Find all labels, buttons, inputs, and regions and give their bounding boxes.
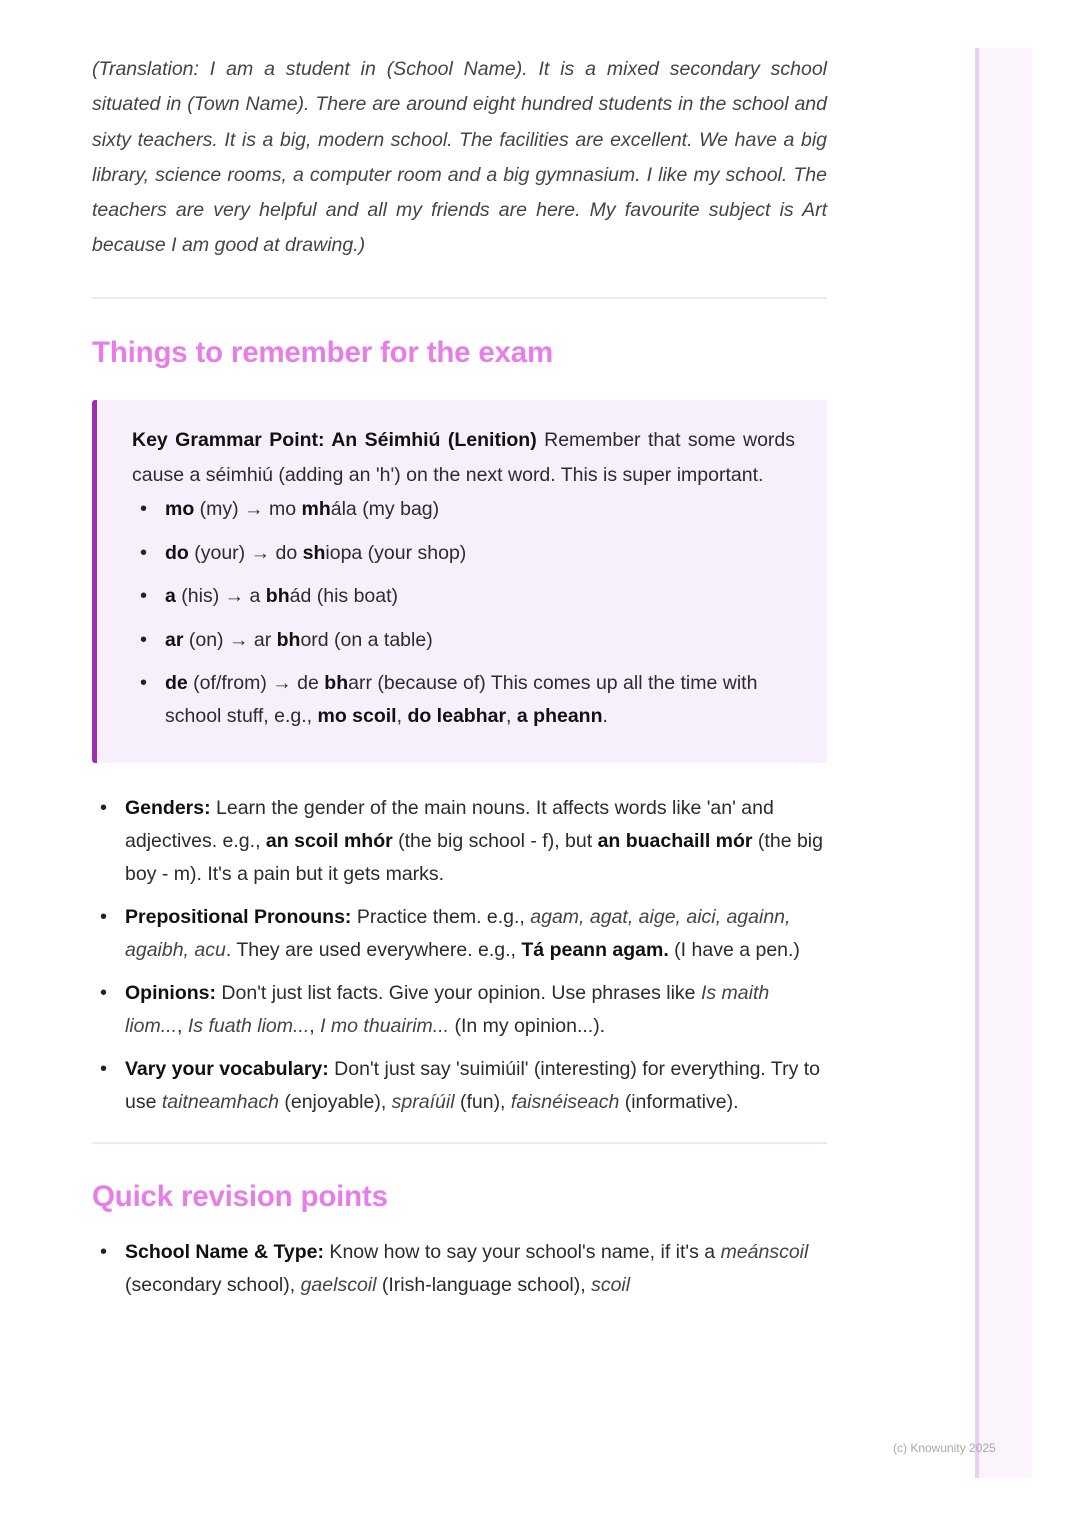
bold-text: an scoil mhór (265, 830, 393, 853)
gloss: (of/from) → de (187, 672, 325, 695)
grammar-callout (92, 400, 827, 764)
text: (the big school - f), but (392, 830, 598, 853)
list-item-school-type (92, 1236, 827, 1302)
item-label: Vary your vocabulary: (125, 1058, 329, 1081)
list-item-pronouns (92, 901, 827, 967)
gloss: (on) → ar (183, 628, 277, 651)
rest: ála (my bag) (330, 498, 440, 521)
text: (the big boy - m). It's a pain but it gets marks. (125, 830, 823, 886)
gloss: (your) → do (188, 541, 303, 564)
list-item (132, 667, 795, 733)
callout-intro-text: Remember that some words cause a séimhiú (adding an 'h') on the next word. This is super important. (132, 428, 796, 487)
text: , (309, 1015, 321, 1038)
text: , (177, 1015, 188, 1038)
word: mo (165, 498, 195, 521)
exam-tips-list (92, 792, 827, 1119)
copyright-footer: (c) Knowunity 2025 (893, 1441, 996, 1455)
list-item (132, 493, 795, 526)
lenited-letters: bh (276, 628, 301, 651)
separator: , (396, 705, 408, 728)
list-item (132, 537, 795, 570)
example: a pheann (516, 705, 603, 728)
page-content (92, 52, 827, 1312)
list-item (132, 624, 795, 657)
rest: iopa (your shop) (325, 541, 467, 564)
text: (Irish-language school), (376, 1274, 592, 1297)
lenited-letters: bh (324, 672, 349, 695)
callout-intro (132, 423, 795, 494)
italic-text: spraíúil (391, 1091, 455, 1114)
list-item (132, 580, 795, 613)
italic-text: taitneamhach (161, 1091, 279, 1114)
lenited-letters: sh (302, 541, 326, 564)
italic-text: faisnéiseach (510, 1091, 620, 1114)
italic-text: scoil (591, 1274, 631, 1297)
word: a (165, 585, 176, 608)
gloss: (my) → mo (194, 498, 302, 521)
text: (enjoyable), (278, 1091, 392, 1114)
rest: ád (his boat) (289, 585, 399, 608)
bold-text: Tá peann agam. (521, 939, 669, 962)
callout-title: Key Grammar Point: An Séimhiú (Lenition) (132, 428, 537, 451)
section-heading-exam: Things to remember for the exam (92, 335, 553, 369)
separator: . (602, 705, 608, 728)
item-label: Genders: (125, 797, 211, 820)
text: (In my opinion...). (449, 1015, 606, 1038)
bold-text: an buachaill mór (597, 830, 753, 853)
divider (92, 297, 827, 299)
italic-text: I mo thuairim... (320, 1015, 450, 1038)
text: (fun), (454, 1091, 511, 1114)
example: do leabhar (407, 705, 507, 728)
item-label: School Name & Type: (125, 1241, 325, 1264)
italic-text: meánscoil (720, 1241, 809, 1264)
revision-list (92, 1236, 827, 1302)
text: (I have a pen.) (668, 939, 800, 962)
list-item-vocabulary (92, 1053, 827, 1119)
divider (92, 1142, 827, 1144)
list-item-opinions (92, 977, 827, 1043)
text: Practice them. e.g., (351, 906, 531, 929)
right-margin-bar (975, 48, 1032, 1478)
margin-line (975, 48, 979, 1478)
rest: ord (on a table) (300, 628, 433, 651)
lenited-letters: bh (265, 585, 290, 608)
word: ar (165, 628, 184, 651)
rest: arr (because of) This comes up all the time with school stuff, e.g., (165, 672, 758, 728)
italic-text: Is fuath liom... (187, 1015, 310, 1038)
lenition-list (132, 493, 795, 733)
item-label: Prepositional Pronouns: (125, 906, 352, 929)
text: Learn the gender of the main nouns. It affects words like 'an' and adjectives. e.g., (125, 797, 774, 853)
text: . They are used everywhere. e.g., (225, 939, 522, 962)
text: Don't just list facts. Give your opinion. Use phrases like (216, 982, 701, 1005)
text: Know how to say your school's name, if it's a (324, 1241, 721, 1264)
item-label: Opinions: (125, 982, 216, 1005)
lenited-letters: mh (301, 498, 331, 521)
italic-text: Is maith liom... (125, 982, 770, 1038)
example: mo scoil (317, 705, 397, 728)
italic-text: agam, agat, aige, aici, againn, agaibh, acu (125, 906, 791, 962)
italic-text: gaelscoil (300, 1274, 377, 1297)
word: de (165, 672, 188, 695)
translation-paragraph: (Translation: I am a student in (School Name). It is a mixed secondary school situated in (Town Name). There are around eight hundred students in the school and sixty teachers. It is a big, modern school. The facilities are excellent. We have a big library, science rooms, a computer room and a big gymnasium. I like my school. The teachers are very helpful and all my friends are here. My favourite subject is Art because I am good at drawing.) (92, 58, 827, 257)
text: (informative). (619, 1091, 739, 1114)
section-heading-revision: Quick revision points (92, 1180, 388, 1214)
word: do (165, 541, 189, 564)
text: (secondary school), (125, 1274, 301, 1297)
separator: , (506, 705, 517, 728)
gloss: (his) → a (175, 585, 266, 608)
text: Don't just say 'suimiúil' (interesting) for everything. Try to use (125, 1058, 821, 1114)
list-item-genders (92, 792, 827, 891)
